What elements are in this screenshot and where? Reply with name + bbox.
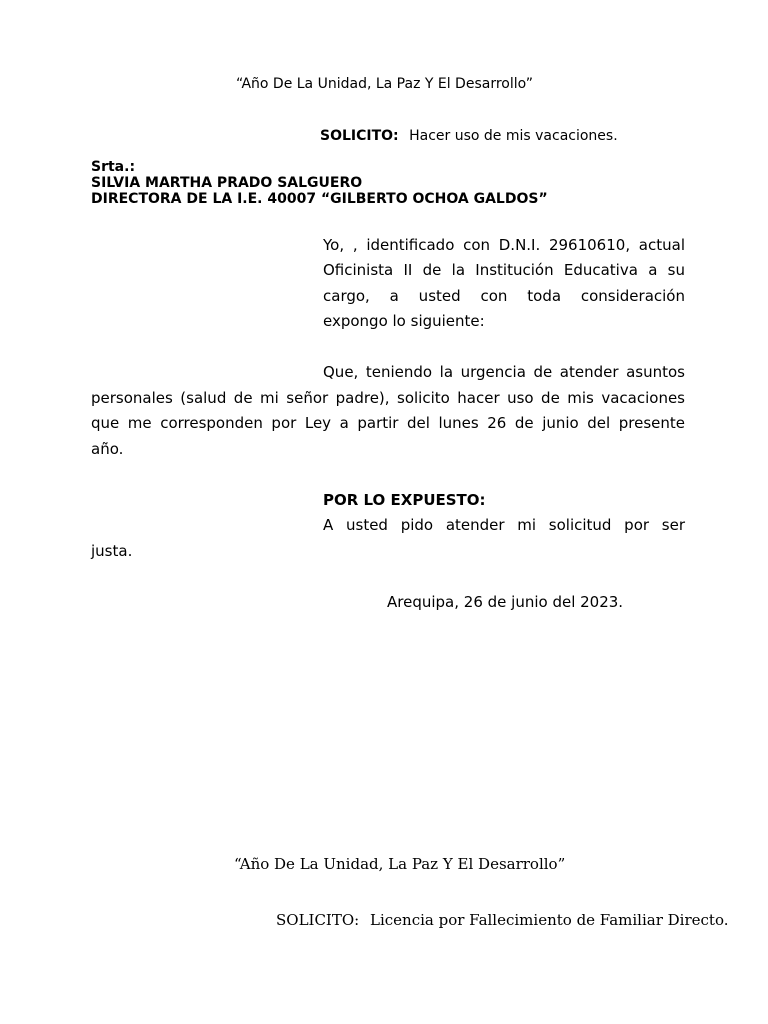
letter1-place-date: Arequipa, 26 de junio del 2023.: [387, 593, 624, 611]
letter1-subject-text: Hacer uso de mis vacaciones.: [409, 128, 618, 144]
letter2-subject: [276, 911, 728, 929]
letter1-recipient-title: DIRECTORA DE LA I.E. 40007 “GILBERTO OCHOA GALDOS”: [91, 191, 548, 207]
letter1-closing-line: justa.: [91, 542, 133, 560]
letter1-subject: [320, 128, 618, 144]
letter1-salutation: Srta.:: [91, 159, 136, 175]
letter1-body-line: año.: [91, 440, 124, 458]
letter1-intro-line: Yo, , identificado con D.N.I. 29610610, actual: [323, 236, 685, 254]
letter2-motto: “Año De La Unidad, La Paz Y El Desarrollo”: [234, 855, 566, 873]
letter1-subject-label: SOLICITO:: [320, 128, 399, 144]
letter1-intro-line: expongo lo siguiente:: [323, 312, 485, 330]
letter2-subject-label: SOLICITO:: [276, 911, 360, 929]
letter1-closing-line: A usted pido atender mi solicitud por ser: [323, 516, 685, 534]
letter1-intro-line: Oficinista II de la Institución Educativa a su: [323, 261, 685, 279]
letter1-body-line: que me corresponden por Ley a partir del lunes 26 de junio del presente: [91, 414, 685, 432]
letter1-recipient-name: SILVIA MARTHA PRADO SALGUERO: [91, 175, 363, 191]
letter2-subject-text: Licencia por Fallecimiento de Familiar Directo.: [370, 911, 729, 929]
letter1-intro-line: cargo, a usted con toda consideración: [323, 287, 685, 305]
letter1-closing-heading: POR LO EXPUESTO:: [323, 491, 486, 509]
letter1-body-line: Que, teniendo la urgencia de atender asuntos: [323, 363, 685, 381]
letter1-body-line: personales (salud de mi señor padre), solicito hacer uso de mis vacaciones: [91, 389, 685, 407]
letter1-motto: “Año De La Unidad, La Paz Y El Desarrollo”: [236, 76, 533, 92]
